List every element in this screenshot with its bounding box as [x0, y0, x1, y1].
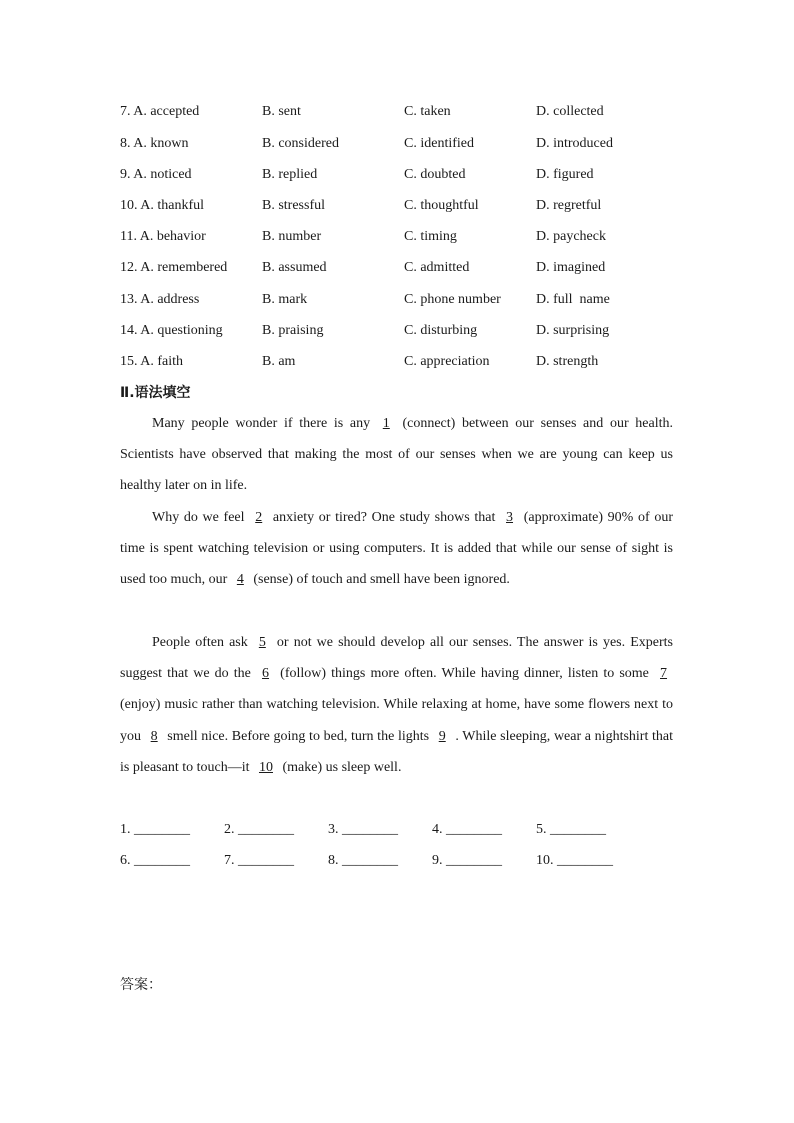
blank-4: 4 [236, 572, 244, 588]
option-b: B. praising [262, 323, 324, 338]
option-b: B. considered [262, 136, 339, 151]
paragraph-3 [120, 627, 673, 783]
answer-line-8[interactable]: 8. ________ [328, 853, 398, 868]
answer-line-5[interactable]: 5. ________ [536, 822, 606, 837]
blank-10: 10 [258, 759, 273, 775]
option-b: B. am [262, 354, 296, 369]
answer-line-3[interactable]: 3. ________ [328, 822, 398, 837]
option-d: D. strength [536, 354, 599, 369]
answer-label: 答案： [120, 977, 162, 993]
option-a: 14. A. questioning [120, 323, 223, 338]
paragraph-2 [120, 502, 673, 596]
option-d: D. paycheck [536, 229, 606, 244]
option-b: B. mark [262, 292, 308, 307]
option-c: C. timing [404, 229, 457, 244]
para-text: (make) us sleep well. [278, 759, 402, 775]
option-b: B. stressful [262, 198, 325, 213]
blank-5: 5 [258, 635, 266, 650]
answer-line-9[interactable]: 9. ________ [432, 853, 502, 868]
option-a: 8. A. known [120, 136, 189, 151]
option-d: D. collected [536, 104, 604, 119]
option-d: D. surprising [536, 323, 610, 338]
answer-line-6[interactable]: 6. ________ [120, 853, 190, 868]
para-text: (sense) of touch and smell have been ignored. [249, 572, 510, 588]
option-c: C. identified [404, 136, 474, 151]
section-heading: Ⅱ.语法填空 [120, 385, 191, 401]
option-a: 7. A. accepted [120, 104, 200, 119]
answer-line-10[interactable]: 10. ________ [536, 853, 613, 868]
option-c: C. taken [404, 104, 451, 119]
option-a: 9. A. noticed [120, 167, 192, 182]
blank-1: 1 [382, 416, 390, 431]
para-text: Why do we feel [152, 510, 250, 525]
option-c: C. doubted [404, 167, 466, 182]
para-text: smell nice. Before going to bed, turn the lights [163, 728, 433, 744]
para-text: (follow) things more often. While having dinner, listen to some [275, 666, 655, 682]
blank-9: 9 [438, 728, 446, 744]
option-d: D. figured [536, 167, 594, 182]
option-d: D. full name [536, 292, 610, 307]
option-d: D. regretful [536, 198, 602, 213]
paragraph-1 [120, 408, 673, 502]
blank-7: 7 [660, 666, 668, 682]
blank-8: 8 [150, 728, 158, 744]
para-text: (approximate) 90% of our time is spent watching television or using computers. It is added that while our sense of sight is used too much, our [120, 510, 673, 588]
para-text: (connect) between our senses and our health. Scientists have observed that making the most of our senses when we are young can keep us healthy later on in life. [120, 416, 673, 494]
option-c: C. thoughtful [404, 198, 479, 213]
option-a: 10. A. thankful [120, 198, 204, 213]
para-text: People often ask [152, 635, 253, 650]
answer-line-7[interactable]: 7. ________ [224, 853, 294, 868]
option-c: C. disturbing [404, 323, 478, 338]
option-a: 12. A. remembered [120, 260, 228, 275]
blank-2: 2 [255, 510, 263, 525]
option-b: B. number [262, 229, 322, 244]
option-d: D. introduced [536, 136, 613, 151]
option-d: D. imagined [536, 260, 606, 275]
option-a: 13. A. address [120, 292, 200, 307]
blank-3: 3 [506, 510, 514, 525]
option-b: B. replied [262, 167, 318, 182]
para-text: anxiety or tired? One study shows that [268, 510, 501, 525]
para-text: . While sleeping, wear a nightshirt that is pleasant to touch—it [120, 728, 673, 775]
option-b: B. assumed [262, 260, 327, 275]
answer-line-4[interactable]: 4. ________ [432, 822, 502, 837]
blank-6: 6 [262, 666, 270, 682]
option-c: C. appreciation [404, 354, 490, 369]
para-text: Many people wonder if there is any [152, 416, 377, 431]
option-b: B. sent [262, 104, 301, 119]
para-text: (enjoy) music rather than watching television. While relaxing at home, have some flowers next to you [120, 697, 673, 744]
option-a: 15. A. faith [120, 354, 183, 369]
option-c: C. phone number [404, 292, 501, 307]
answer-line-2[interactable]: 2. ________ [224, 822, 294, 837]
answer-line-1[interactable]: 1. ________ [120, 822, 190, 837]
option-c: C. admitted [404, 260, 470, 275]
para-text: or not we should develop all our senses. The answer is yes. Experts suggest that we do the [120, 635, 673, 682]
option-a: 11. A. behavior [120, 229, 206, 244]
